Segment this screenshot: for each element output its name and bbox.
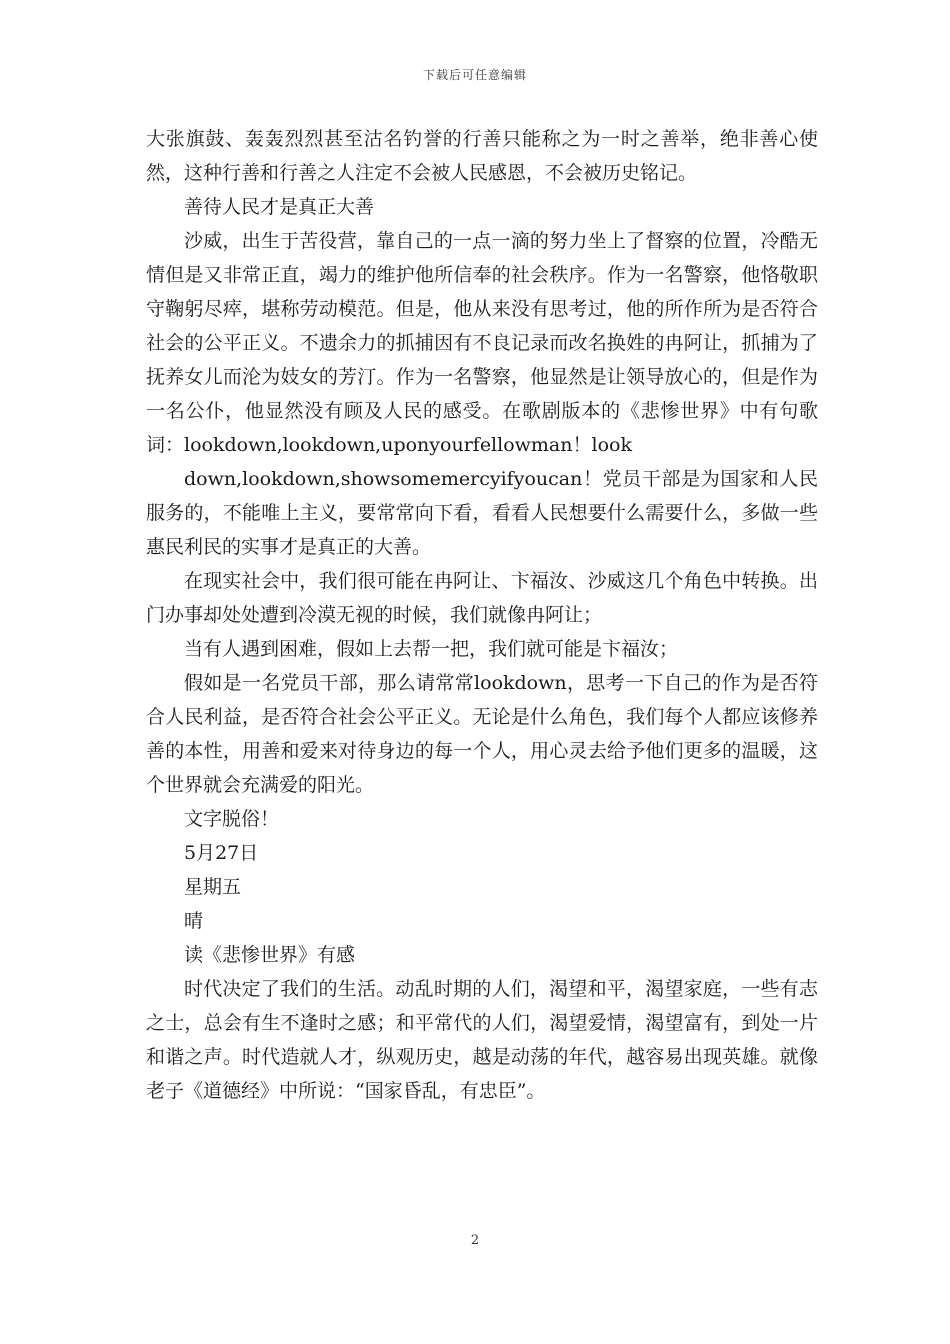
diary-date: 5月27日: [184, 842, 259, 864]
paragraph-4: down,lookdown,showsomemercyifyoucan！党员干部是为国家和人民服务的，不能唯上主义，要常常向下看，看看人民想要什么需要什么，多做一些惠民利民的实事才是真正的大善。: [146, 468, 818, 558]
page-header: 下载后可任意编辑: [422, 68, 527, 82]
paragraph-13: 时代决定了我们的生活。动乱时期的人们，渴望和平，渴望家庭，一些有志之士，总会有生不逢时之感；和平常代的人们，渴望爱情，渴望富有，到处一片和谐之声。时代造就人才，纵观历史，越是动荡的年代，越容易出现英雄。就像老子《道德经》中所说：“国家昏乱，有忠臣”。: [146, 978, 818, 1102]
document-body: [146, 122, 818, 1108]
diary-weather: 晴: [184, 910, 204, 932]
page-number: 2: [470, 1233, 480, 1248]
paragraph-8: 文字脱俗！: [184, 808, 280, 830]
paragraph-6: 当有人遇到困难，假如上去帮一把，我们就可能是卞福汝；: [184, 638, 679, 660]
paragraph-1: 大张旗鼓、轰轰烈烈甚至沽名钓誉的行善只能称之为一时之善举，绝非善心使然，这种行善和行善之人注定不会被人民感恩，不会被历史铭记。: [146, 128, 818, 184]
paragraph-7: 假如是一名党员干部，那么请常常lookdown，思考一下自己的作为是否符合人民利益，是否符合社会公平正义。无论是什么角色，我们每个人都应该修养善的本性，用善和爱来对待身边的每一个人，用心灵去给予他们更多的温暖，这个世界就会充满爱的阳光。: [146, 672, 818, 796]
essay-title: 读《悲惨世界》有感: [184, 944, 356, 966]
paragraph-3: 沙威，出生于苦役营，靠自己的一点一滴的努力坐上了督察的位置，冷酷无情但是又非常正直，竭力的维护他所信奉的社会秩序。作为一名警察，他恪敬职守鞠躬尽瘁，堪称劳动模范。但是，他从来没有思考过，他的所作所为是否符合社会的公平正义。不遗余力的抓捕因有不良记录而改名换姓的冉阿让，抓捕为了抚养女儿而沦为妓女的芳汀。作为一名警察，他显然是让领导放心的，但是作为一名公仆，他显然没有顾及人民的感受。在歌剧版本的《悲惨世界》中有句歌词：lookdown,lookdown,uponyourfellowman！look: [146, 230, 818, 456]
diary-weekday: 星期五: [184, 876, 242, 898]
paragraph-5: 在现实社会中，我们很可能在冉阿让、卞福汝、沙威这几个角色中转换。出门办事却处处遭到冷漠无视的时候，我们就像冉阿让；: [146, 570, 818, 626]
section-heading: 善待人民才是真正大善: [184, 196, 375, 218]
